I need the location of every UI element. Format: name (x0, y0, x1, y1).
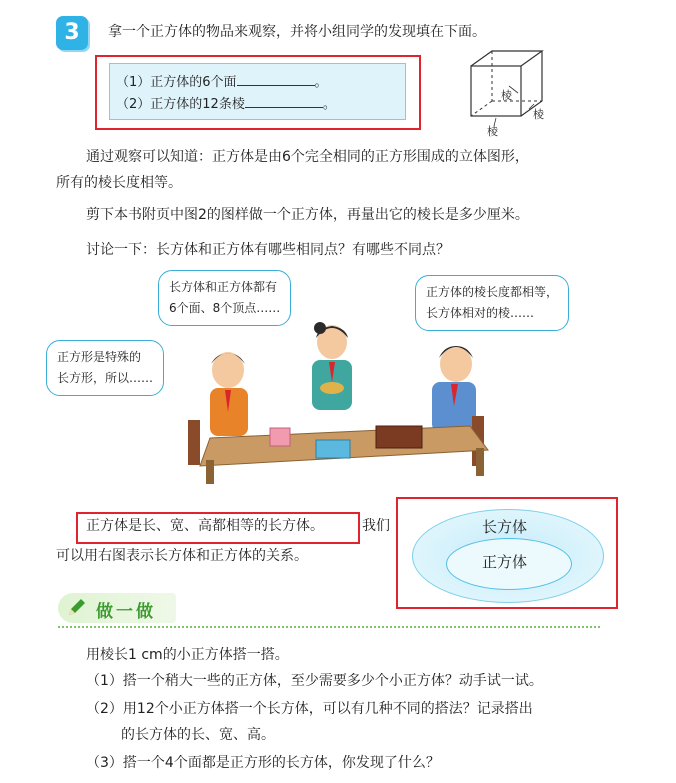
cube-front-face (471, 66, 521, 116)
discussion-prompt: 讨论一下：长方体和正方体有哪些相同点？有哪些不同点？ (86, 242, 450, 258)
question-1-end: 。 (314, 75, 328, 90)
speech-bubble-middle (158, 270, 291, 326)
cube-edge-label-2: 棱 (533, 108, 544, 121)
question-2-end: 。 (322, 97, 336, 112)
tissue-box (316, 440, 350, 458)
exercise-prompt: 拿一个正方体的物品来观察，并将小组同学的发现填在下面。 (108, 24, 486, 40)
activity-intro: 用棱长1 cm的小正方体搭一搭。 (86, 647, 289, 663)
bubble-left-line-2: 长方形，所以…… (57, 371, 154, 385)
bubble-middle-line-2: 6个面、8个顶点…… (169, 301, 281, 315)
fill-in-box (109, 63, 406, 120)
question-2-text: （2）正方体的12条棱 (116, 97, 245, 112)
venn-outer-label: 长方体 (482, 518, 528, 536)
activity-task-3: （3）搭一个4个面都是正方形的长方体，你发现了什么？ (86, 755, 440, 771)
bubble-right-line-2: 长方体相对的棱…… (426, 306, 535, 320)
gift-box (270, 428, 290, 446)
cube-diagram (462, 46, 562, 138)
speech-bubble-left (46, 340, 164, 396)
bubble-right-line-1: 正方体的棱长度都相等， (426, 285, 559, 299)
activity-task-2: （2）用12个小正方体搭一个长方体，可以有几种不同的搭法？记录搭出 (86, 701, 533, 717)
cube-edge-label-3: 棱 (487, 125, 498, 138)
question-row-1 (116, 71, 328, 93)
activity-divider (58, 626, 600, 628)
bubble-left-line-1: 正方形是特殊的 (57, 350, 142, 364)
question-1-text: （1）正方体的6个面 (116, 75, 237, 90)
definition-boxed: 正方体是长、宽、高都相等的长方体。 (86, 518, 324, 534)
definition-line-2: 可以用右图表示长方体和正方体的关系。 (56, 548, 308, 564)
observation-text-2: 所有的棱长度相等。 (56, 175, 182, 191)
child-middle (312, 322, 352, 410)
brown-box (376, 426, 422, 448)
cube-edge-label-1: 棱 (501, 89, 512, 102)
question-row-2 (116, 93, 336, 115)
cube-top-edges (471, 51, 542, 66)
activity-title: 做一做 (96, 602, 156, 622)
definition-continuation: 我们 (362, 518, 390, 534)
pencil-icon (66, 598, 88, 618)
exercise-number-badge: 3 (56, 16, 88, 50)
bubble-middle-line-1: 长方体和正方体都有 (169, 280, 278, 294)
activity-task-2-continued: 的长方体的长、宽、高。 (121, 727, 275, 743)
children-discussion-illustration (170, 320, 510, 485)
cut-instruction: 剪下本书附页中图2的图样做一个正方体，再量出它的棱长是多少厘米。 (86, 207, 529, 223)
activity-task-1: （1）搭一个稍大一些的正方体，至少需要多少个小正方体？动手试一试。 (86, 673, 543, 689)
answer-blank-1[interactable] (237, 71, 315, 86)
answer-blank-2[interactable] (245, 93, 323, 108)
observation-text-1: 通过观察可以知道：正方体是由6个完全相同的正方形围成的立体图形， (86, 149, 529, 165)
venn-inner-label: 正方体 (482, 553, 528, 571)
